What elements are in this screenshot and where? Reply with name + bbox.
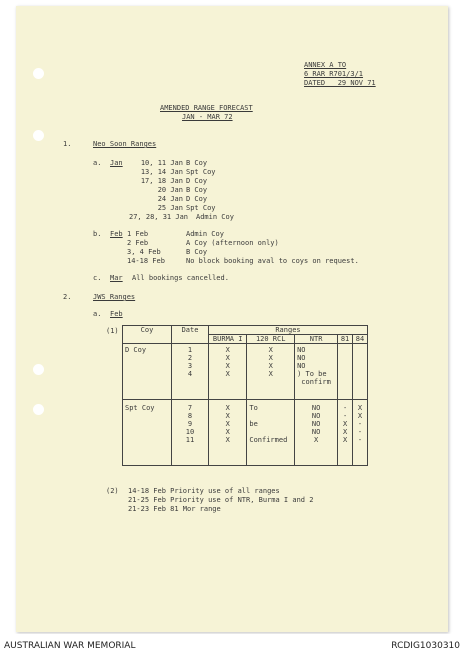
jan-unit-1: Spt Coy bbox=[186, 168, 216, 176]
header-ntr: NTR bbox=[295, 335, 338, 344]
range-table bbox=[122, 325, 368, 466]
document-subtitle: JAN - MAR 72 bbox=[182, 113, 233, 121]
item-c-label: c. bbox=[93, 274, 102, 282]
punch-hole bbox=[33, 130, 44, 141]
table-cell: 1 2 3 4 bbox=[172, 344, 209, 400]
table-cell: X X X X X bbox=[209, 400, 247, 466]
item-b-label: b. bbox=[93, 230, 102, 238]
footer-source: AUSTRALIAN WAR MEMORIAL bbox=[4, 641, 136, 651]
jan-dates-1: 13, 14 Jan bbox=[140, 168, 183, 176]
feb-dates-2: 3, 4 Feb bbox=[127, 248, 161, 256]
jan-unit-4: D Coy bbox=[186, 195, 208, 203]
table-cell: 7 8 9 10 11 bbox=[172, 400, 209, 466]
header-ranges: Ranges bbox=[209, 326, 368, 335]
footer-bar bbox=[0, 634, 464, 654]
table-cell: - - X X X bbox=[338, 400, 353, 466]
header-81: 81 bbox=[338, 335, 353, 344]
jan-dates-0: 10, 11 Jan bbox=[140, 159, 183, 167]
footer-record-id: RCDIG1030310 bbox=[391, 641, 460, 651]
table-cell: NO NO NO ) To be confirm bbox=[295, 344, 338, 400]
jan-dates-6: 27, 28, 31 Jan bbox=[129, 213, 189, 221]
feb-dates-3: 14-18 Feb bbox=[127, 257, 165, 265]
header-120-rcl: 120 RCL bbox=[247, 335, 295, 344]
jan-unit-2: D Coy bbox=[186, 177, 208, 185]
table-cell: NO NO NO NO X bbox=[295, 400, 338, 466]
jws-item-a-label: a. bbox=[93, 310, 102, 318]
table-cell: D Coy bbox=[123, 344, 172, 400]
item-c-text: All bookings cancelled. bbox=[132, 274, 229, 282]
jan-unit-0: B Coy bbox=[186, 159, 208, 167]
section-1-number: 1. bbox=[63, 140, 72, 148]
annex-line-3: DATED 29 NOV 71 bbox=[304, 79, 376, 87]
punch-hole bbox=[33, 404, 44, 415]
item-b-month: Feb bbox=[110, 230, 123, 238]
header-date: Date bbox=[172, 326, 209, 344]
jan-dates-4: 24 Jan bbox=[157, 195, 183, 203]
feb-unit-1: A Coy (afternoon only) bbox=[186, 239, 279, 247]
item-c-month: Mar bbox=[110, 274, 123, 282]
table-cell: To be Confirmed bbox=[247, 400, 295, 466]
note-line-2: 21-23 Feb 81 Mor range bbox=[128, 505, 221, 513]
jan-unit-3: B Coy bbox=[186, 186, 208, 194]
note-1-label: (1) bbox=[106, 327, 119, 335]
header-coy: Coy bbox=[123, 326, 172, 344]
feb-unit-0: Admin Coy bbox=[186, 230, 224, 238]
table-row bbox=[123, 344, 368, 400]
jan-dates-2: 17, 18 Jan bbox=[140, 177, 183, 185]
section-1-heading: Neo Soon Ranges bbox=[93, 140, 157, 148]
punch-hole bbox=[33, 68, 44, 79]
table-cell bbox=[353, 344, 368, 400]
annex-line-1: ANNEX A TO bbox=[304, 61, 347, 69]
jan-unit-6: Admin Coy bbox=[196, 213, 234, 221]
feb-dates-0: 1 Feb bbox=[127, 230, 149, 238]
table-cell: X X - - - bbox=[353, 400, 368, 466]
note-2-label: (2) bbox=[106, 487, 119, 495]
table-cell: X X X X bbox=[209, 344, 247, 400]
section-2-number: 2. bbox=[63, 293, 72, 301]
jan-dates-3: 20 Jan bbox=[157, 186, 183, 194]
table-cell: Spt Coy bbox=[123, 400, 172, 466]
table-row bbox=[123, 400, 368, 466]
document-title: AMENDED RANGE FORECAST bbox=[160, 104, 253, 112]
jws-item-a-month: Feb bbox=[110, 310, 123, 318]
table-cell bbox=[338, 344, 353, 400]
feb-unit-3: No block booking aval to coys on request. bbox=[186, 257, 359, 265]
note-line-1: 21-25 Feb Priority use of NTR, Burma I and 2 bbox=[128, 496, 314, 504]
header-84: 84 bbox=[353, 335, 368, 344]
feb-dates-1: 2 Feb bbox=[127, 239, 149, 247]
note-line-0: 14-18 Feb Priority use of all ranges bbox=[128, 487, 280, 495]
document-page bbox=[16, 6, 448, 632]
header-burma: BURMA I bbox=[209, 335, 247, 344]
table-cell: X X X X bbox=[247, 344, 295, 400]
annex-line-2: 6 RAR R701/3/1 bbox=[304, 70, 364, 78]
item-a-label: a. bbox=[93, 159, 102, 167]
jan-unit-5: Spt Coy bbox=[186, 204, 216, 212]
punch-hole bbox=[33, 364, 44, 375]
section-2-heading: JWS Ranges bbox=[93, 293, 136, 301]
feb-unit-2: B Coy bbox=[186, 248, 208, 256]
jan-dates-5: 25 Jan bbox=[157, 204, 183, 212]
item-a-month: Jan bbox=[110, 159, 123, 167]
